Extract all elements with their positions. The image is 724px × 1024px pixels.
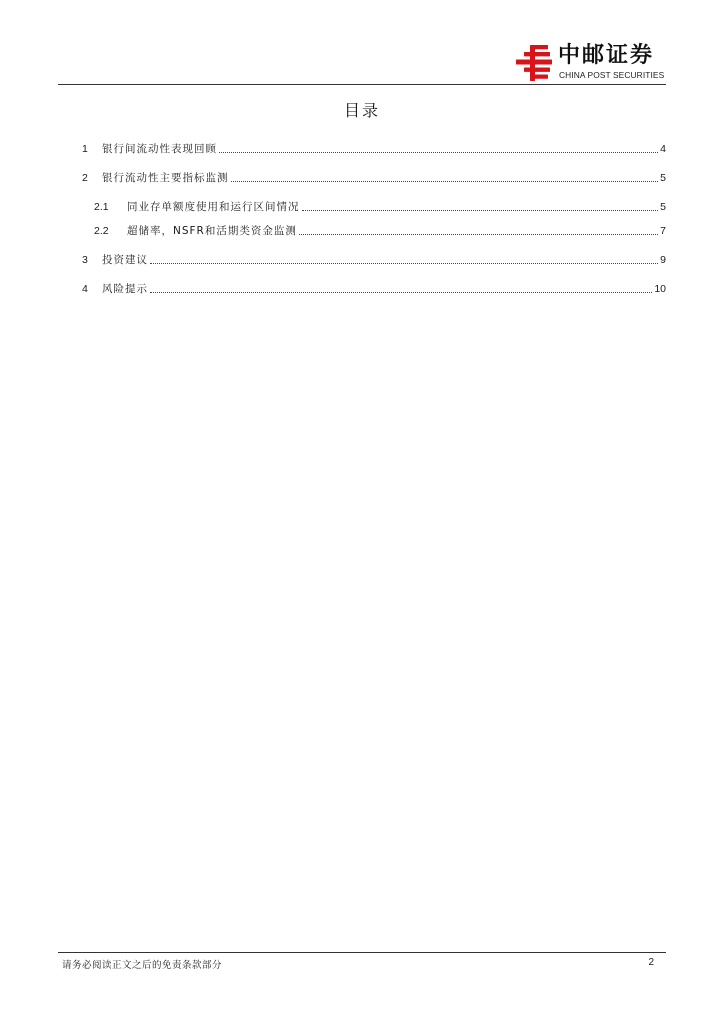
- page-number: 2: [648, 957, 654, 968]
- logo-chinese-name: 中邮证券: [558, 43, 655, 68]
- toc-entry-title: 银行流动性主要指标监测: [102, 172, 229, 184]
- toc-entry[interactable]: [82, 140, 666, 156]
- toc-entry-title: 银行间流动性表现回顾: [102, 143, 217, 155]
- logo-english-name: CHINA POST SECURITIES: [559, 70, 665, 80]
- toc-entry-number: 1: [82, 143, 88, 155]
- toc-entry-title: 超储率，NSFR和活期类资金监测: [127, 225, 297, 237]
- toc-dot-leader: [150, 263, 658, 264]
- toc-entry-number: 3: [82, 254, 88, 266]
- toc-subentry[interactable]: [94, 198, 666, 214]
- toc-dot-leader: [219, 152, 658, 153]
- toc-entry[interactable]: [82, 280, 666, 296]
- footer-divider: [58, 952, 666, 953]
- company-logo: [514, 44, 666, 84]
- header-divider: [58, 84, 666, 85]
- toc-entry[interactable]: [82, 169, 666, 185]
- toc-entry-page: 4: [660, 143, 666, 155]
- toc-title: 目录: [343, 101, 380, 120]
- toc-dot-leader: [150, 292, 652, 293]
- toc-entry-title: 同业存单额度使用和运行区间情况: [127, 201, 300, 213]
- toc-entry-page: 7: [660, 225, 666, 237]
- toc-entry-number: 2: [82, 172, 88, 184]
- toc-dot-leader: [302, 210, 659, 211]
- toc-subentry[interactable]: [94, 222, 666, 238]
- toc-entry-page: 9: [660, 254, 666, 266]
- toc-entry-title: 风险提示: [102, 283, 148, 295]
- toc-entry-page: 10: [654, 283, 666, 295]
- toc-entry-page: 5: [660, 172, 666, 184]
- toc-dot-leader: [299, 234, 658, 235]
- toc-entry-title: 投资建议: [102, 254, 148, 266]
- toc-entry[interactable]: [82, 251, 666, 267]
- toc-entry-number: 2.1: [94, 201, 109, 213]
- toc-entry-page: 5: [660, 201, 666, 213]
- toc-entry-number: 2.2: [94, 225, 109, 237]
- page-header: [0, 0, 724, 86]
- toc-entry-number: 4: [82, 283, 88, 295]
- toc-dot-leader: [231, 181, 659, 182]
- footer-disclaimer: 请务必阅读正文之后的免责条款部分: [62, 960, 223, 971]
- china-post-logo-icon: [514, 44, 554, 82]
